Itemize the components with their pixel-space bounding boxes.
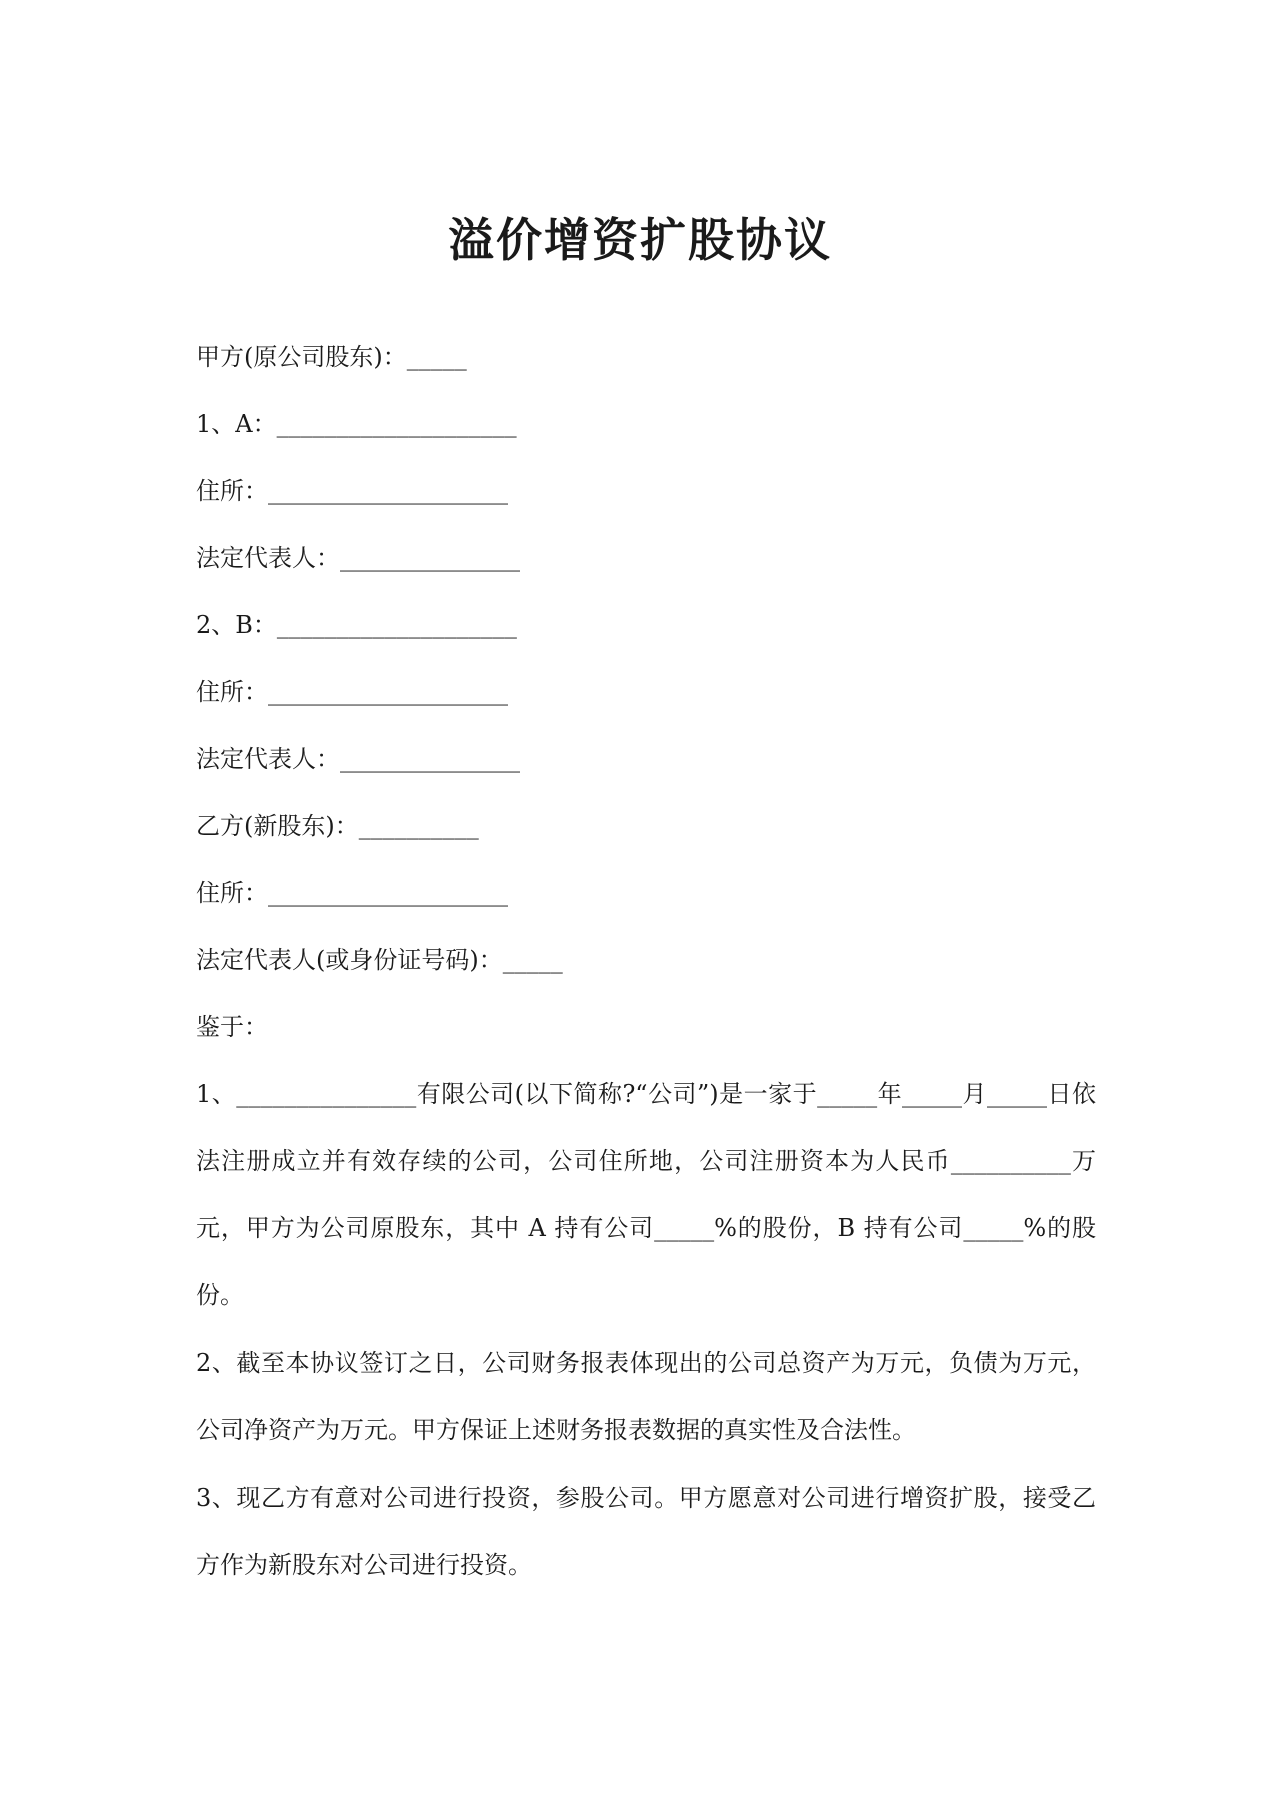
whereas-clause-1: 1、_______________有限公司(以下简称?“公司”)是一家于_____年_____月_____日依法注册成立并有效存续的公司，公司住所地，公司注册资本为人民币__________万元，甲方为公司原股东，其中 A 持有公司_____%的股份，B 持有公司_____%的股份。: [196, 1080, 1096, 1309]
party-b-representative: 法定代表人(或身份证号码)：_____: [196, 946, 563, 974]
party-a-shareholder-a-name: 1、A：____________________: [196, 410, 517, 438]
party-a-header: 甲方(原公司股东)：_____: [196, 343, 467, 371]
party-a-shareholder-b-name: 2、B：____________________: [196, 611, 517, 639]
document-title: 溢价增资扩股协议: [448, 213, 832, 267]
party-b-address: 住所：____________________: [196, 879, 508, 907]
party-b-header: 乙方(新股东)：__________: [196, 812, 479, 840]
party-a-shareholder-b-address: 住所：____________________: [196, 678, 508, 706]
whereas-clause-2: 2、截至本协议签订之日，公司财务报表体现出的公司总资产为万元，负债为万元，公司净资产为万元。甲方保证上述财务报表数据的真实性及合法性。: [196, 1349, 1096, 1444]
party-a-shareholder-a-representative: 法定代表人：_______________: [196, 544, 520, 572]
party-a-shareholder-a-address: 住所：____________________: [196, 477, 508, 505]
whereas-clause-3: 3、现乙方有意对公司进行投资，参股公司。甲方愿意对公司进行增资扩股，接受乙方作为新股东对公司进行投资。: [196, 1484, 1096, 1579]
document-body: [196, 340, 1096, 1616]
party-a-shareholder-b-representative: 法定代表人：_______________: [196, 745, 520, 773]
whereas-label: 鉴于：: [196, 1013, 268, 1041]
